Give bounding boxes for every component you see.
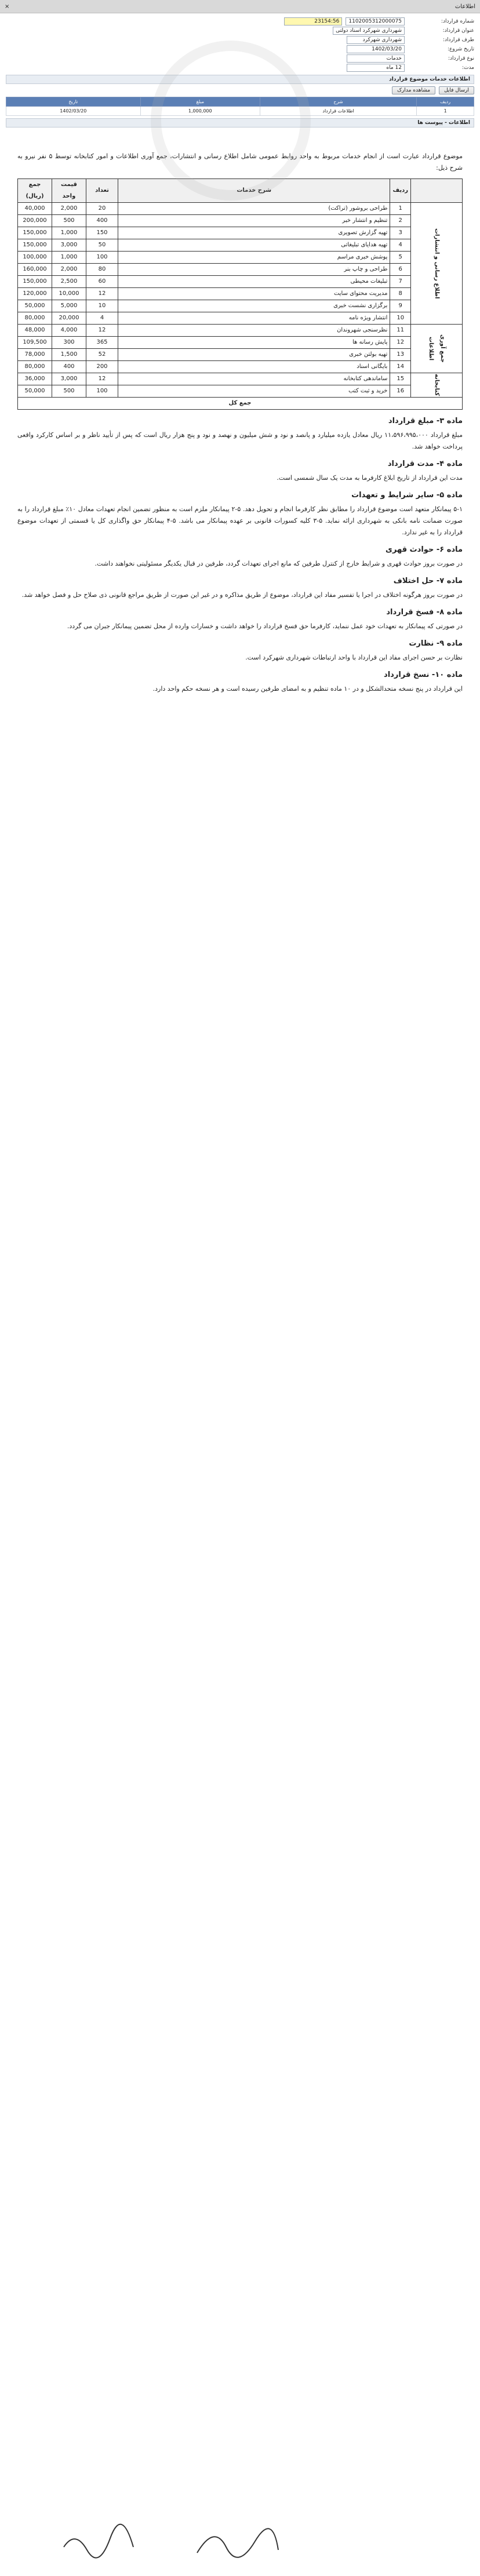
category-label: اطلاع رسانی و انتشارات: [411, 203, 463, 325]
service-price: 1,000: [52, 252, 86, 264]
grid-cell: اطلاعات قرارداد: [260, 107, 416, 116]
field-label: طرف قرارداد:: [443, 37, 474, 43]
grid-cell: 1,000,000: [140, 107, 260, 116]
badge-value: 23154:56: [284, 17, 342, 25]
form-row: [6, 26, 474, 35]
field-value[interactable]: شهرداری شهرکرد اسناد دولتی: [333, 27, 405, 35]
article-body: در صورت بروز حوادث قهری و شرایط خارج از کنترل طرفین که مانع اجرای تعهدات گردد، طرفین در قبال یکدیگر مسئولیتی نخواهند داشت.: [94, 560, 463, 567]
upload-button[interactable]: ارسال فایل: [439, 86, 474, 94]
service-total: 150,000: [18, 276, 52, 288]
service-total: 48,000: [18, 325, 52, 337]
signature-image: [58, 2518, 139, 2564]
service-count: 200: [86, 361, 118, 373]
table-row: [18, 337, 463, 349]
table-row: [18, 288, 463, 300]
service-price: 500: [52, 385, 86, 398]
service-total: 160,000: [18, 264, 52, 276]
field-value[interactable]: 1402/03/20: [347, 45, 405, 53]
row-number: 12: [390, 337, 411, 349]
services-table: [17, 178, 463, 410]
grid-header: مبلغ: [140, 97, 260, 107]
service-total: 120,000: [18, 288, 52, 300]
col-header-total: جمع (ریال): [18, 179, 52, 203]
table-row: [18, 325, 463, 337]
grid-cell: 1: [417, 107, 474, 116]
row-number: 10: [390, 312, 411, 325]
window-titlebar: [0, 0, 480, 13]
service-count: 50: [86, 239, 118, 252]
row-number: 8: [390, 288, 411, 300]
table-row: [18, 349, 463, 361]
row-number: 14: [390, 361, 411, 373]
service-title: انتشار ویژه نامه: [118, 312, 390, 325]
service-title: تهیه بولتن خبری: [118, 349, 390, 361]
service-title: طراحی و چاپ بنر: [118, 264, 390, 276]
service-title: پایش رسانه ها: [118, 337, 390, 349]
col-header-price: قیمت واحد: [52, 179, 86, 203]
row-number: 15: [390, 373, 411, 385]
article-title: ماده ۷- حل اختلاف: [393, 577, 463, 585]
table-row: [18, 361, 463, 373]
service-total: 80,000: [18, 312, 52, 325]
field-label: نوع قرارداد:: [448, 56, 474, 61]
service-total: 78,000: [18, 349, 52, 361]
service-title: خرید و ثبت کتب: [118, 385, 390, 398]
service-count: 150: [86, 227, 118, 239]
table-row: [18, 385, 463, 398]
service-price: 400: [52, 361, 86, 373]
service-title: تهیه گزارش تصویری: [118, 227, 390, 239]
service-title: تبلیغات محیطی: [118, 276, 390, 288]
service-title: برگزاری نشست خبری: [118, 300, 390, 312]
close-icon[interactable]: ×: [5, 3, 10, 10]
category-label: کتابخانه: [411, 373, 463, 398]
service-price: 3,000: [52, 373, 86, 385]
article-body: نظارت بر حسن اجرای مفاد این قرارداد با واحد ارتباطات شهرداری شهرکرد است.: [245, 654, 463, 661]
service-price: 500: [52, 215, 86, 227]
article-title: ماده ۴- مدت قرارداد: [387, 460, 463, 468]
article-body: مبلغ قرارداد ۱۱،۵۹۶،۹۹۵،۰۰۰ ریال معادل یازده میلیارد و پانصد و نود و شش میلیون و نهصد و نود و پنج هزار ریال است که پس از تأیید ناظر و بر اساس کارکرد واقعی پرداخت خواهد شد.: [17, 431, 463, 450]
grid-header: تاریخ: [6, 97, 141, 107]
article-body: مدت این قرارداد از تاریخ ابلاغ کارفرما به مدت یک سال شمسی است.: [277, 474, 463, 482]
service-count: 60: [86, 276, 118, 288]
table-row: [18, 312, 463, 325]
row-number: 16: [390, 385, 411, 398]
service-price: 3,000: [52, 239, 86, 252]
field-value[interactable]: خدمات: [347, 54, 405, 63]
service-price: 4,000: [52, 325, 86, 337]
row-number: 9: [390, 300, 411, 312]
service-total: 36,000: [18, 373, 52, 385]
service-total: 100,000: [18, 252, 52, 264]
article-title: ماده ۱۰- نسخ قرارداد: [384, 671, 463, 679]
service-total: 50,000: [18, 300, 52, 312]
service-count: 12: [86, 325, 118, 337]
window-title: اطلاعات: [454, 3, 475, 10]
table-row: [18, 239, 463, 252]
article-body: ۵-۱ پیمانکار متعهد است موضوع قرارداد را مطابق نظر کارفرما انجام و تحویل دهد. ۵-۲ پیمانکار ملزم است به منظور تضمین انجام تعهدات معادل ۱۰٪ مبلغ قرارداد را به صورت ضمانت نامه بانکی به شهرداری ارائه نماید. ۵-۳ کلیه کسورات قانونی بر عهده پیمانکار می باشد. ۵-۴ پیمانکار حق واگذاری کل یا قسمتی از تعهدات موضوع قرارداد را به غیر ندارد.: [17, 505, 463, 536]
section-header-info: اطلاعات خدمات موضوع قرارداد: [6, 75, 474, 84]
col-header-count: تعداد: [86, 179, 118, 203]
field-label: مدت:: [461, 65, 474, 71]
service-title: تنظیم و انتشار خبر: [118, 215, 390, 227]
service-price: 300: [52, 337, 86, 349]
article-title: ماده ۸- فسخ قرارداد: [386, 608, 463, 617]
article-title: ماده ۳- مبلغ قرارداد: [388, 417, 463, 425]
col-header-row: ردیف: [390, 179, 411, 203]
col-header-category: [411, 179, 463, 203]
row-number: 6: [390, 264, 411, 276]
row-number: 4: [390, 239, 411, 252]
service-price: 5,000: [52, 300, 86, 312]
field-value[interactable]: 1102005312000075: [346, 17, 405, 25]
row-number: 1: [390, 203, 411, 215]
field-value[interactable]: 12 ماه: [347, 64, 405, 72]
service-count: 12: [86, 373, 118, 385]
table-row: [18, 276, 463, 288]
service-price: 1,500: [52, 349, 86, 361]
category-label: جمع آوری اطلاعات: [411, 325, 463, 373]
field-label: عنوان قرارداد:: [442, 28, 474, 34]
table-row: [18, 215, 463, 227]
field-label: شماره قرارداد:: [441, 19, 474, 24]
total-label: جمع کل: [18, 398, 463, 410]
table-row: [18, 264, 463, 276]
service-count: 10: [86, 300, 118, 312]
service-total: 50,000: [18, 385, 52, 398]
table-row: [18, 227, 463, 239]
row-number: 7: [390, 276, 411, 288]
grid-cell: 1402/03/20: [6, 107, 141, 116]
service-total: 150,000: [18, 227, 52, 239]
service-count: 400: [86, 215, 118, 227]
table-row: [18, 300, 463, 312]
service-title: تهیه هدایای تبلیغاتی: [118, 239, 390, 252]
col-header-title: شرح خدمات: [118, 179, 390, 203]
service-title: بایگانی اسناد: [118, 361, 390, 373]
service-count: 12: [86, 288, 118, 300]
service-count: 4: [86, 312, 118, 325]
articles: [17, 416, 463, 695]
service-count: 52: [86, 349, 118, 361]
service-count: 20: [86, 203, 118, 215]
view-documents-button[interactable]: مشاهده مدارک: [392, 86, 435, 94]
service-count: 365: [86, 337, 118, 349]
service-total: 150,000: [18, 239, 52, 252]
contract-intro: موضوع قرارداد عبارت است از انجام خدمات مربوط به واحد روابط عمومی شامل اطلاع رسانی و انتشارات، جمع آوری اطلاعات و امور کتابخانه توسط ۵ نفر نیرو به شرح ذیل:: [17, 152, 463, 172]
article-body: در صورت بروز هرگونه اختلاف در اجرا یا تفسیر مفاد این قرارداد، موضوع از طریق مذاکره و در غیر این صورت از طریق مراجع قانونی ذی صلاح حل و فصل خواهد شد.: [21, 591, 463, 599]
form-row: [6, 17, 474, 26]
service-total: 80,000: [18, 361, 52, 373]
row-number: 11: [390, 325, 411, 337]
watermark-seal: [151, 41, 311, 201]
article-title: ماده ۹- نظارت: [409, 639, 463, 648]
service-title: ساماندهی کتابخانه: [118, 373, 390, 385]
table-row: [18, 373, 463, 385]
service-count: 80: [86, 264, 118, 276]
article-body: در صورتی که پیمانکار به تعهدات خود عمل ننماید، کارفرما حق فسخ قرارداد را خواهد داشت و خسارات وارده از محل تضمین پیمانکار جبران می گردد.: [67, 622, 463, 630]
service-count: 100: [86, 385, 118, 398]
article-title: ماده ۶- حوادث قهری: [385, 545, 463, 554]
service-total: 200,000: [18, 215, 52, 227]
service-price: 2,000: [52, 264, 86, 276]
service-title: مدیریت محتوای سایت: [118, 288, 390, 300]
article-body: این قرارداد در پنج نسخه متحدالشکل و در ۱۰ ماده تنظیم و به امضای طرفین رسیده است و هر نسخه حکم واحد دارد.: [152, 685, 463, 693]
row-number: 13: [390, 349, 411, 361]
grid-header: شرح: [260, 97, 416, 107]
service-title: طراحی بروشور (تراکت): [118, 203, 390, 215]
grid-header: ردیف: [417, 97, 474, 107]
table-row: [18, 203, 463, 215]
service-price: 2,000: [52, 203, 86, 215]
service-title: نظرسنجی شهروندان: [118, 325, 390, 337]
service-count: 100: [86, 252, 118, 264]
service-title: پوشش خبری مراسم: [118, 252, 390, 264]
service-price: 2,500: [52, 276, 86, 288]
field-value[interactable]: شهرداری شهرکرد: [347, 36, 405, 44]
signature-stamp: [191, 2518, 284, 2564]
service-total: 109,500: [18, 337, 52, 349]
service-price: 10,000: [52, 288, 86, 300]
field-label: تاریخ شروع:: [447, 46, 474, 52]
contract-document: [0, 151, 480, 695]
service-price: 20,000: [52, 312, 86, 325]
row-number: 5: [390, 252, 411, 264]
table-row: [18, 252, 463, 264]
service-price: 1,000: [52, 227, 86, 239]
row-number: 2: [390, 215, 411, 227]
row-number: 3: [390, 227, 411, 239]
section-header-items: اطلاعات - پیوست ها: [6, 118, 474, 127]
service-total: 40,000: [18, 203, 52, 215]
article-title: ماده ۵- سایر شرایط و تعهدات: [351, 491, 463, 500]
